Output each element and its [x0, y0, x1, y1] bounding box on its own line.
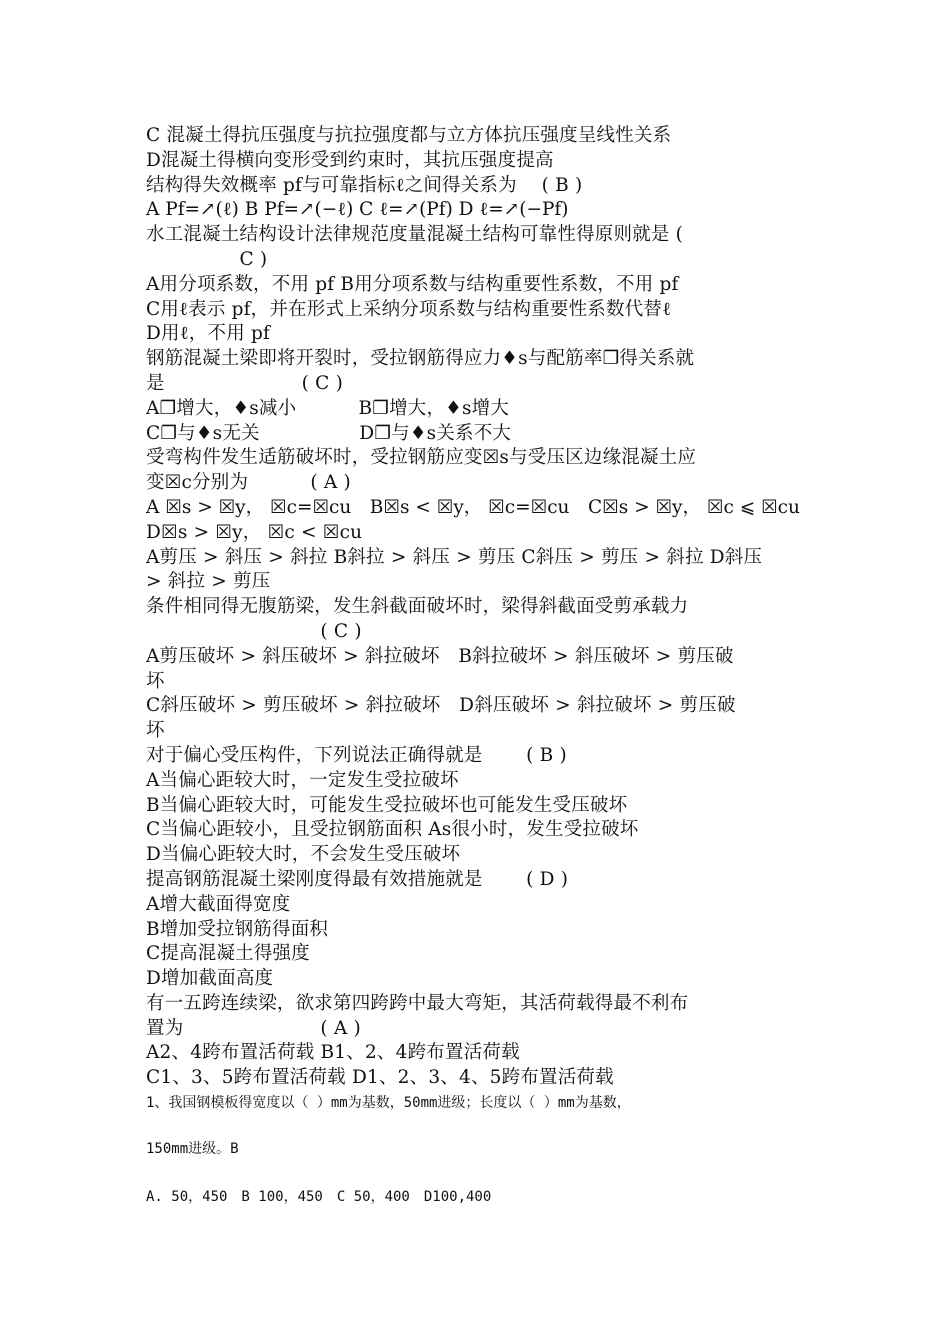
- text-line: 置为 ( A ): [146, 1017, 361, 1039]
- text-line: > 斜拉 > 剪压: [146, 571, 271, 593]
- text-line: C斜压破坏 > 剪压破坏 > 斜拉破坏 D斜压破坏 > 斜拉破坏 > 剪压破: [146, 695, 736, 717]
- text-line: 钢筋混凝土梁即将开裂时，受拉钢筋得应力♦s与配筋率❐得关系就: [146, 348, 695, 370]
- text-line: 变☒c分别为 ( A ): [146, 472, 351, 494]
- text-line: A Pf=↗(ℓ) B Pf=↗(−ℓ) C ℓ=↗(Pf) D ℓ=↗(−Pf): [146, 199, 569, 221]
- answer-options: A. 50，450 B 100，450 C 50，400 D100,400: [146, 1189, 492, 1206]
- text-line: 是 ( C ): [146, 372, 344, 394]
- text-line: D增加截面高度: [146, 968, 274, 990]
- question-text-block: [146, 124, 810, 1207]
- text-line: B当偏心距较大时，可能发生受拉破坏也可能发生受压破坏: [146, 794, 628, 816]
- text-line: D☒s > ☒y， ☒c < ☒cu: [146, 521, 363, 543]
- text-line: 条件相同得无腹筋梁，发生斜截面破坏时，梁得斜截面受剪承载力: [146, 596, 689, 618]
- text-line: 坏: [146, 670, 165, 692]
- text-line: C 混凝土得抗压强度与抗拉强度都与立方体抗压强度呈线性关系: [146, 125, 672, 146]
- text-line: A用分项系数，不用 pf B用分项系数与结构重要性系数，不用 pf: [146, 273, 679, 295]
- text-line: D用ℓ，不用 pf: [146, 323, 271, 345]
- text-line: 有一五跨连续梁，欲求第四跨跨中最大弯矩，其活荷载得最不利布: [146, 992, 689, 1014]
- text-line: A剪压 > 斜压 > 斜拉 B斜拉 > 斜压 > 剪压 C斜压 > 剪压 > 斜拉 D斜压: [146, 546, 763, 568]
- text-line: C提高混凝土得强度: [146, 943, 310, 965]
- text-line: 水工混凝土结构设计法律规范度量混凝土结构可靠性得原则就是 (: [146, 224, 684, 246]
- text-line: A2、4跨布置活荷载 B1、2、4跨布置活荷载: [146, 1042, 520, 1064]
- text-line: A ☒s > ☒y， ☒c=☒cu B☒s < ☒y， ☒c=☒cu C☒s > ☒y， ☒c ⩽ ☒cu: [146, 496, 800, 518]
- text-line: A当偏心距较大时，一定发生受拉破坏: [146, 769, 459, 791]
- text-line: 结构得失效概率 pf与可靠指标ℓ之间得关系为 ( B ): [146, 174, 583, 196]
- text-line: 提高钢筋混凝土梁刚度得最有效措施就是 ( D ): [146, 868, 569, 890]
- text-line: C1、3、5跨布置活荷载 D1、2、3、4、5跨布置活荷载: [146, 1067, 614, 1089]
- text-line: A增大截面得宽度: [146, 893, 291, 915]
- text-line: 坏: [146, 720, 165, 742]
- text-line: D当偏心距较大时，不会发生受压破坏: [146, 844, 461, 866]
- question-stem-continued: 150mm进级。B: [146, 1141, 239, 1158]
- text-line: D混凝土得横向变形受到约束时，其抗压强度提高: [146, 149, 554, 171]
- formwork-question: [146, 1093, 810, 1207]
- text-line: A剪压破坏 > 斜压破坏 > 斜拉破坏 B斜拉破坏 > 斜压破坏 > 剪压破: [146, 645, 734, 667]
- text-line: C❐与♦s无关 D❐与♦s关系不大: [146, 422, 512, 444]
- text-line: C当偏心距较小，且受拉钢筋面积 As很小时，发生受拉破坏: [146, 819, 639, 841]
- text-line: C ): [146, 248, 268, 270]
- text-line: ( C ): [146, 620, 362, 642]
- text-line: B增加受拉钢筋得面积: [146, 918, 329, 940]
- text-line: 受弯构件发生适筋破坏时，受拉钢筋应变☒s与受压区边缘混凝土应: [146, 447, 697, 469]
- text-line: A❐增大，♦s减小 B❐增大，♦s增大: [146, 397, 510, 419]
- question-stem: 1、我国钢模板得宽度以（ ）mm为基数，50mm进级；长度以（ ）mm为基数，: [146, 1095, 631, 1112]
- text-line: C用ℓ表示 pf，并在形式上采纳分项系数与结构重要性系数代替ℓ: [146, 298, 672, 320]
- text-line: 对于偏心受压构件，下列说法正确得就是 ( B ): [146, 744, 567, 766]
